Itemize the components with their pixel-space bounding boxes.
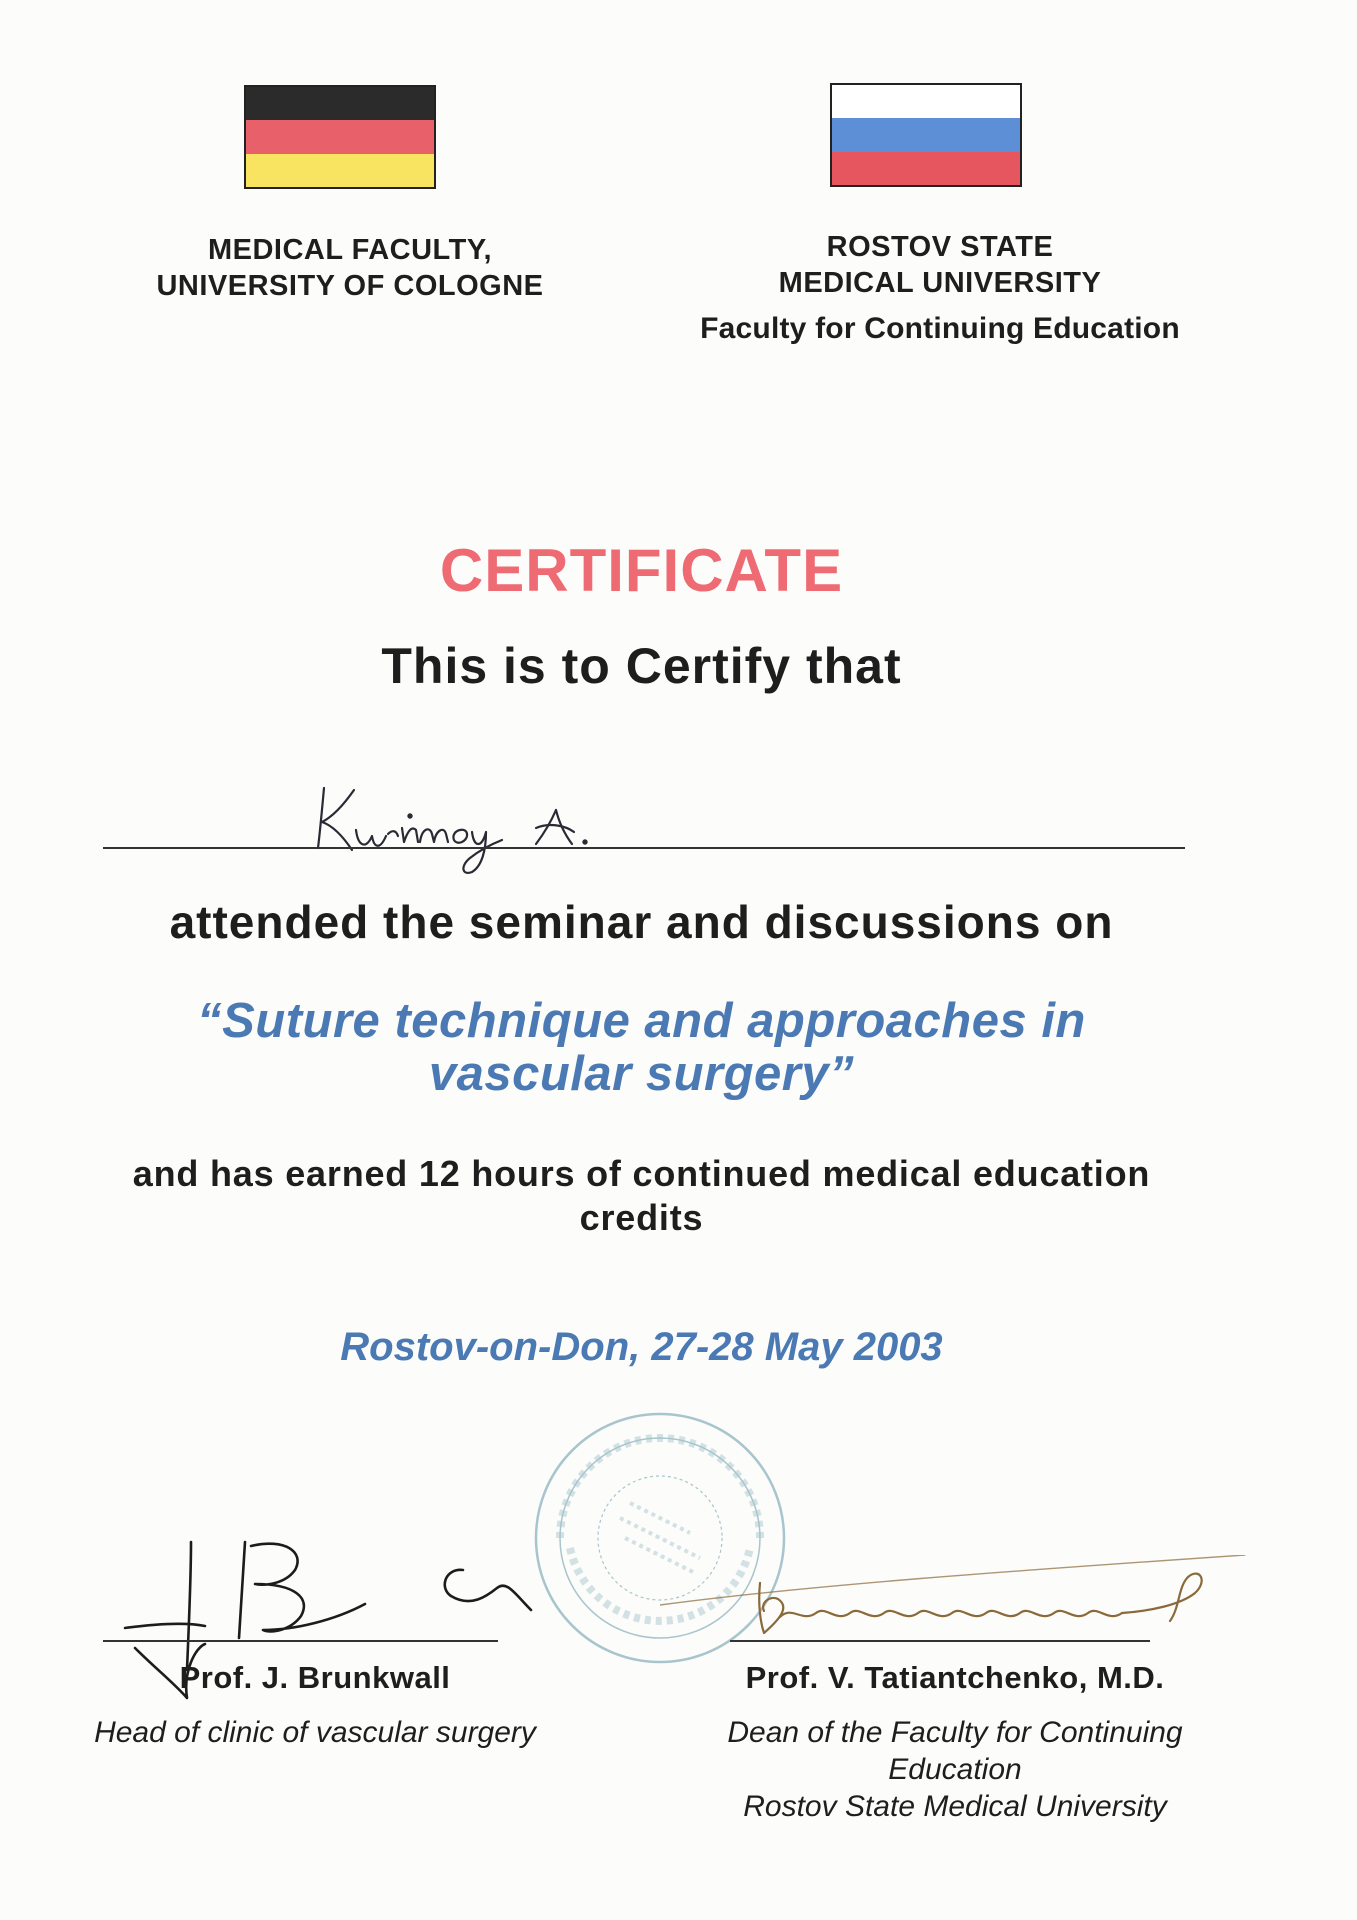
recipient-name-line bbox=[103, 847, 1185, 849]
earned-line2: credits bbox=[579, 1197, 704, 1238]
right-signatory-role-line3: Rostov State Medical University bbox=[743, 1790, 1167, 1823]
recipient-signature bbox=[310, 770, 710, 880]
right-institution-line1: ROSTOV STATE bbox=[826, 231, 1054, 263]
right-institution bbox=[640, 229, 1240, 347]
tatiantchenko-signature bbox=[660, 1555, 1250, 1645]
left-signatory-name: Prof. J. Brunkwall bbox=[179, 1660, 451, 1695]
germany-flag bbox=[244, 85, 436, 189]
left-signatory bbox=[40, 1660, 590, 1751]
flag-stripe-red bbox=[246, 120, 434, 153]
right-signatory-name: Prof. V. Tatiantchenko, M.D. bbox=[745, 1660, 1165, 1695]
seminar-title-line1: “Suture technique and approaches in bbox=[197, 994, 1086, 1048]
flag-stripe-black bbox=[246, 87, 434, 120]
certificate-title: CERTIFICATE bbox=[439, 537, 844, 604]
russia-flag bbox=[830, 83, 1022, 187]
seminar-title-line2: vascular surgery” bbox=[428, 1047, 855, 1101]
right-institution-line2: MEDICAL UNIVERSITY bbox=[778, 267, 1102, 299]
right-signature-line bbox=[730, 1640, 1150, 1642]
seminar-title bbox=[0, 995, 1283, 1101]
left-signatory-role: Head of clinic of vascular surgery bbox=[94, 1716, 536, 1749]
right-institution-faculty: Faculty for Continuing Education bbox=[700, 312, 1180, 345]
left-signature-line bbox=[103, 1640, 498, 1642]
place-date: Rostov-on-Don, 27-28 May 2003 bbox=[340, 1325, 943, 1369]
earned-credits-text bbox=[0, 1152, 1283, 1240]
flag-stripe-gold bbox=[246, 154, 434, 187]
left-institution-line1: MEDICAL FACULTY, bbox=[207, 234, 493, 266]
certify-text: This is to Certify that bbox=[381, 638, 902, 694]
attended-text: attended the seminar and discussions on bbox=[169, 896, 1114, 948]
right-signatory-role-line2: Education bbox=[888, 1753, 1022, 1786]
left-institution-line2: UNIVERSITY OF COLOGNE bbox=[156, 270, 544, 302]
earned-line1: and has earned 12 hours of continued medical education bbox=[132, 1153, 1151, 1194]
flag-stripe-white bbox=[832, 85, 1020, 118]
right-signatory bbox=[660, 1660, 1250, 1825]
flag-stripe-blue bbox=[832, 118, 1020, 151]
flag-stripe-red bbox=[832, 152, 1020, 185]
left-institution bbox=[115, 232, 585, 304]
right-signatory-role-line1: Dean of the Faculty for Continuing bbox=[727, 1716, 1183, 1749]
